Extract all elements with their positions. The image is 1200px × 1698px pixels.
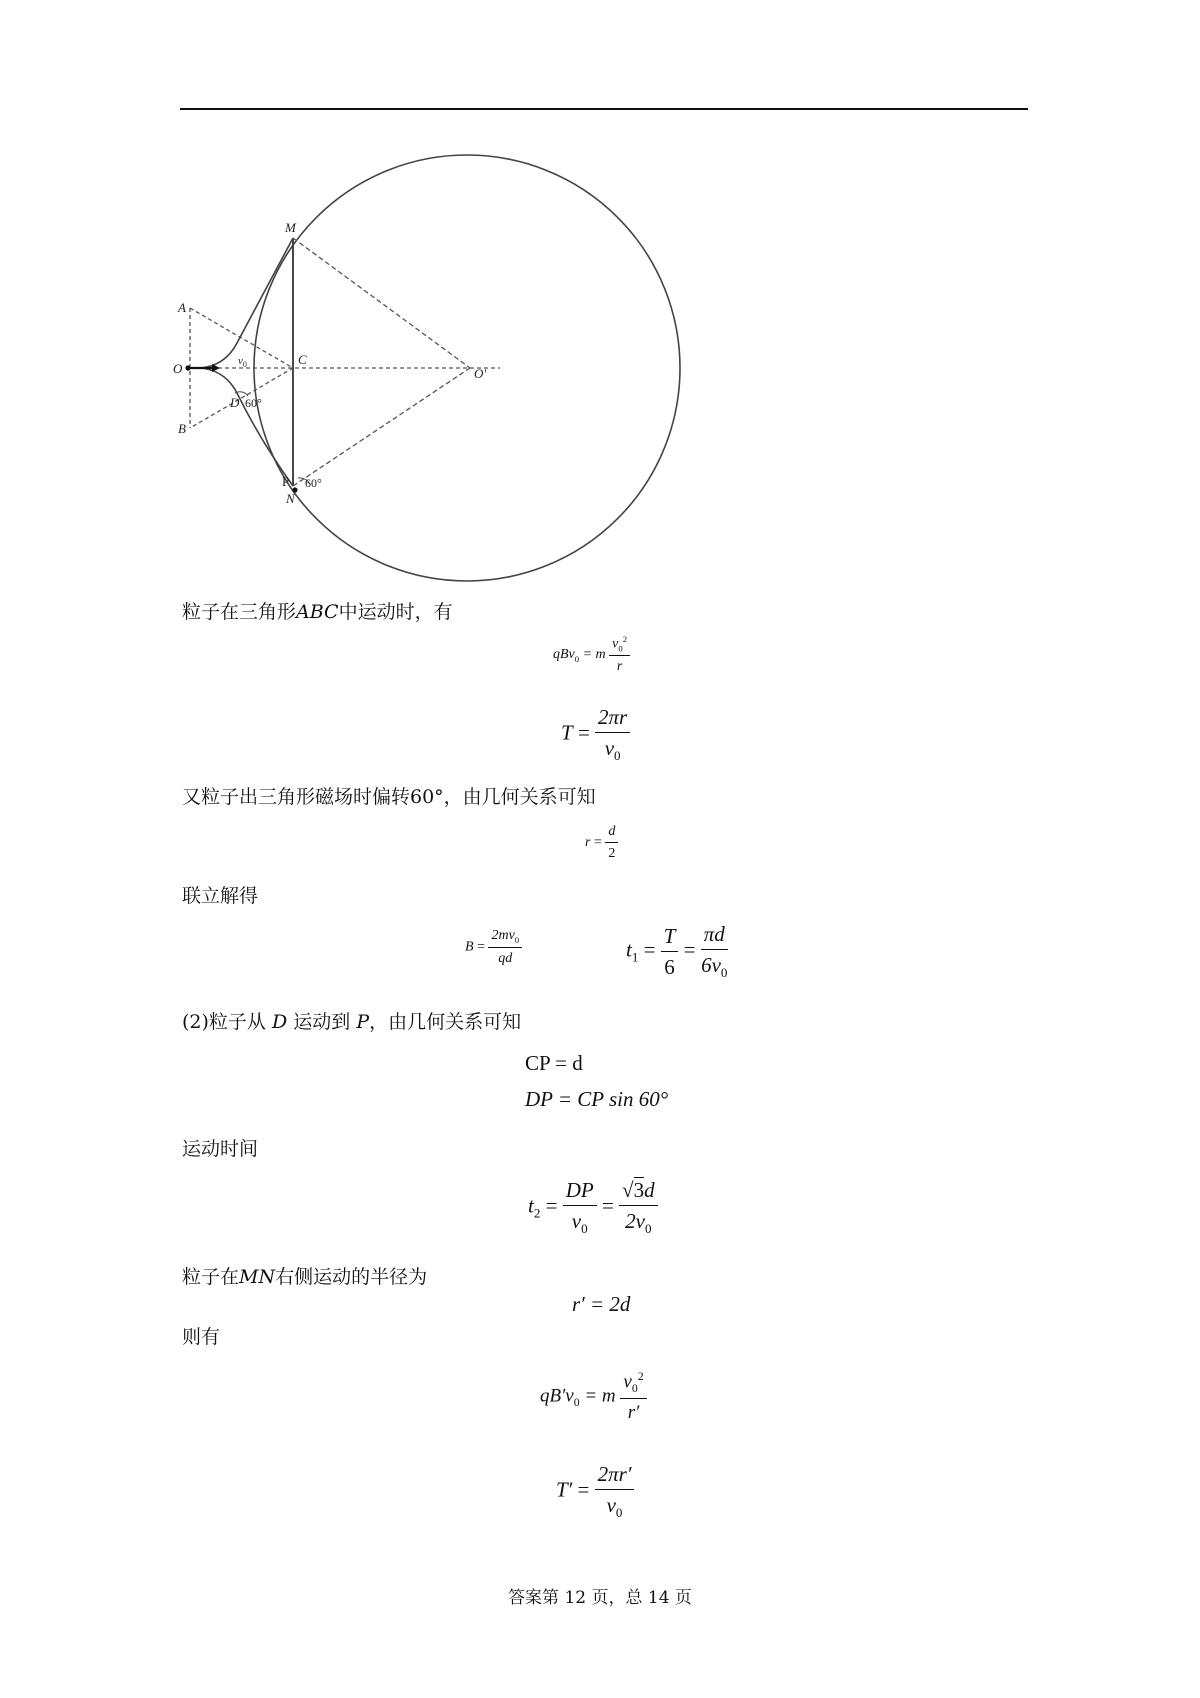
eq-den: 2v [625,1209,645,1233]
eq-lhs: t [528,1193,534,1218]
eq-fraction [609,634,630,675]
text-fragment: ，由几何关系可知 [369,1011,522,1033]
equation-r-prime: r′ = 2d [572,1292,631,1316]
page-footer: 答案第 12 页，总 14 页 [508,1588,692,1608]
text-fragment: 中运动时，有 [338,601,453,623]
eq-sub: 0 [514,934,520,945]
text-fragment-italic: P [356,1011,370,1033]
label-p: P [282,474,290,489]
eq-num: d [644,1178,655,1202]
paragraph-5: 运动时间 [182,1138,259,1160]
eq-sub: 0 [581,1221,588,1237]
eq-sup: 2 [622,634,628,644]
equation-t1 [626,922,728,981]
paragraph-3: 联立解得 [182,885,259,907]
eq-sub: 0 [618,643,623,654]
eq-lhs: B [465,939,474,955]
equation-lorentz-force-prime [540,1370,647,1424]
eq-fraction [563,1178,597,1237]
eq-num: πd [701,922,728,950]
eq-sub: 0 [573,1396,580,1410]
eq-fraction [661,924,679,980]
equation-radius [585,824,618,862]
eq-den: v [571,1209,582,1233]
eq-den: 2 [608,846,616,861]
eq-op: = [590,835,606,851]
eq-num: 2mv [491,928,515,943]
eq-sub: 0 [574,653,580,664]
label-o: O [173,361,183,376]
label-b: B [178,421,186,436]
eq-op: = [596,1193,620,1218]
eq-lhs: r [585,835,591,851]
text-fragment: 右侧运动的半径为 [275,1266,428,1288]
label-c: C [298,352,307,367]
eq-fraction [595,705,630,764]
upper-path [200,238,293,368]
eq-sub: 0 [720,965,728,981]
label-m: M [285,220,296,235]
diagram-svg [170,140,730,590]
paragraph-4 [182,1007,521,1034]
equation-cp: CP = d [525,1051,583,1075]
eq-lhs: qB′v [540,1385,574,1407]
eq-op: = m [579,1385,616,1407]
eq-sub: 0 [614,748,621,764]
geometry-diagram [170,140,730,590]
eq-den: 6v [701,953,721,977]
label-n: N [286,491,295,506]
text-fragment-italic: MN [239,1266,276,1288]
sqrt-radicand: 3 [633,1178,645,1202]
eq-num: v [623,1371,632,1393]
eq-lhs: T′ [556,1477,573,1502]
eq-fraction [488,928,522,967]
eq-sub: 0 [631,1382,638,1396]
text-fragment: 运动到 [293,1011,351,1033]
equation-dp: DP = CP sin 60° [525,1087,669,1111]
equation-period-prime [556,1462,634,1521]
equation-b [465,928,522,967]
eq-sub: 1 [631,949,639,965]
eq-fraction [701,922,728,981]
eq-lhs: qBv [553,646,575,662]
eq-op: = [572,720,596,745]
eq-op: = [678,937,701,962]
equation-lorentz-force [553,634,630,675]
label-angle-p: 60° [305,476,322,490]
equation-t2 [528,1178,658,1237]
eq-lhs: T [561,720,573,745]
eq-sup: 2 [637,1370,644,1383]
label-a: A [178,300,186,315]
radius-p [293,368,470,486]
paragraph-1 [182,597,453,624]
eq-fraction [620,1370,646,1424]
eq-num: v [612,636,619,652]
eq-num: DP [563,1178,597,1206]
text-fragment: 粒子在 [182,1266,240,1288]
eq-den: 6 [664,954,675,979]
paragraph-2: 又粒子出三角形磁场时偏转60°，由几何关系可知 [182,786,596,808]
label-o-prime: O' [474,366,487,381]
eq-den: r [616,659,623,675]
eq-den: qd [498,950,513,966]
eq-op: = m [579,646,606,662]
eq-fraction [619,1178,658,1237]
label-v0: $v_0$ [238,355,247,369]
eq-num: 2πr′ [595,1462,635,1490]
eq-fraction [605,824,618,862]
equation-period [561,705,630,764]
eq-op: = [572,1477,595,1502]
eq-sub: 0 [615,1505,623,1521]
eq-op: = [638,937,661,962]
eq-den: r′ [627,1402,640,1424]
radius-m [293,238,470,368]
eq-num: 2πr [595,705,630,733]
text-fragment-italic: D [271,1011,288,1033]
paragraph-6 [182,1262,427,1289]
eq-den: v [604,736,615,760]
eq-sub: 2 [533,1205,541,1221]
text-fragment: (2)粒子从 [182,1011,266,1033]
eq-den: v [606,1493,616,1517]
text-fragment-italic: ABC [296,601,339,623]
eq-sub: 0 [644,1221,652,1237]
eq-op: = [540,1193,563,1218]
label-angle-d: 60° [245,396,262,410]
text-fragment: 粒子在三角形 [182,601,297,623]
eq-op: = [473,939,489,955]
velocity-arrowhead [212,364,220,372]
paragraph-7: 则有 [182,1326,221,1348]
point-o-dot [185,365,190,370]
eq-num: d [605,824,618,843]
eq-num: T [661,924,679,952]
eq-lhs: t [626,937,632,962]
header-rule [180,108,1028,110]
label-d: D [230,395,240,410]
eq-fraction [595,1462,635,1521]
sqrt-sign: √ [622,1178,634,1202]
